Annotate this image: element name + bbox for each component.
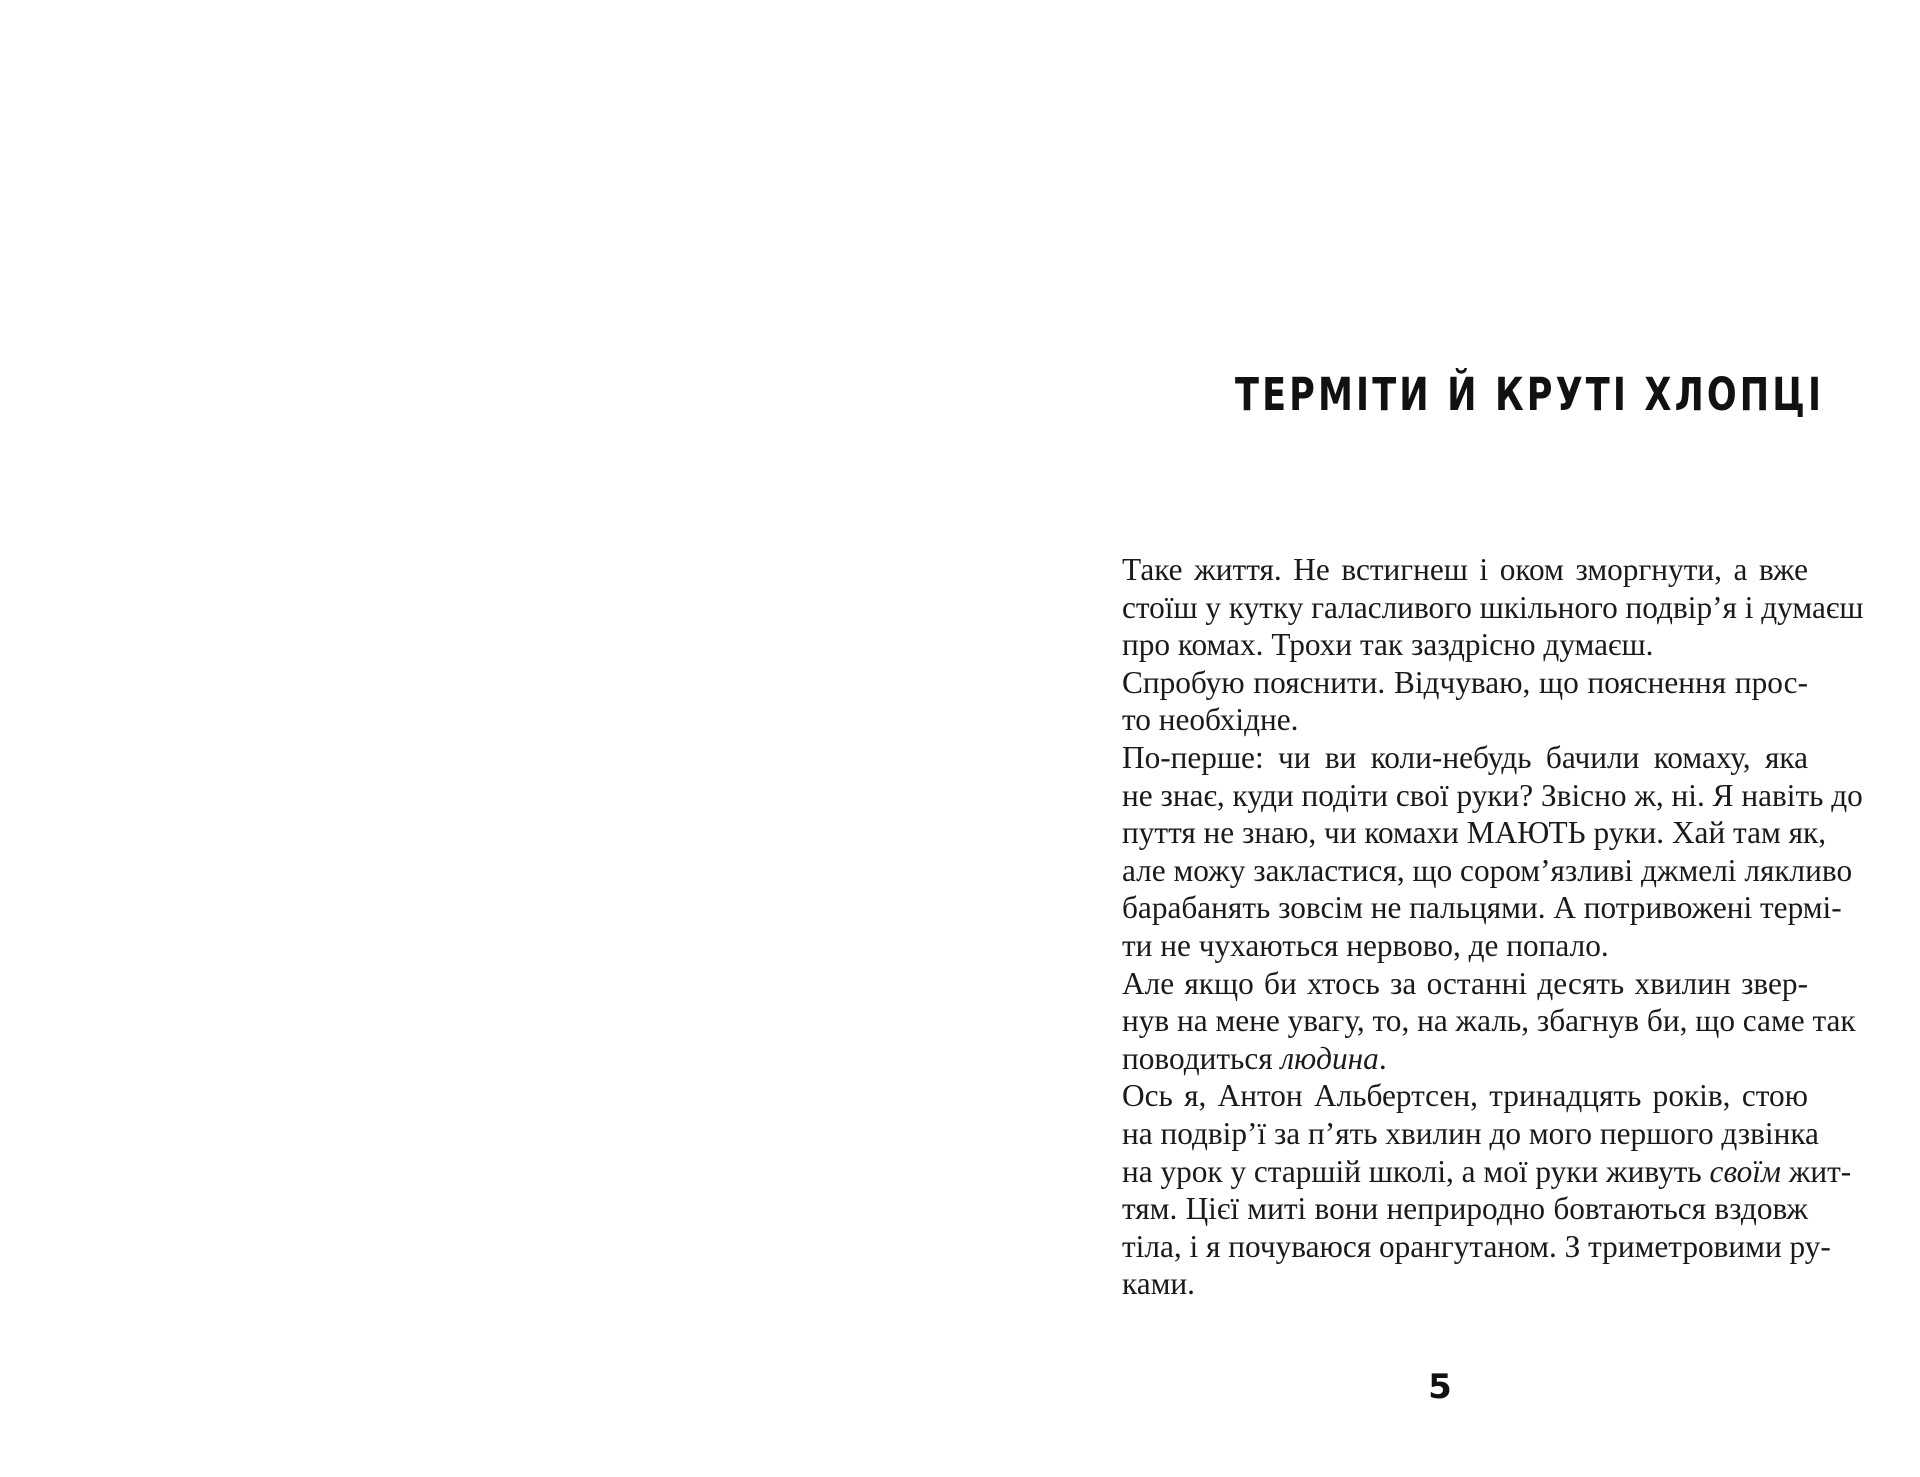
text-run: жит-: [1780, 1153, 1852, 1189]
paragraph-5: [1076, 1077, 1852, 1303]
text-run: поводиться: [1122, 1040, 1281, 1076]
text-line: [1076, 1040, 1808, 1078]
text-line: Ось я, Антон Альбертсен, тринадцять років, стою: [1122, 1078, 1808, 1114]
text-line: ками.: [1122, 1266, 1196, 1302]
chapter-body: [1076, 551, 1864, 1303]
text-line: ти не чухаються нервово, де попало.: [1122, 927, 1609, 963]
paragraph-4: [1076, 965, 1856, 1078]
chapter-title: ТЕРМІТИ Й КРУТІ ХЛОПЦІ: [1235, 368, 1825, 421]
text-line: Спробую пояснити. Відчуваю, що пояснення прос-: [1122, 664, 1808, 700]
text-line: на подвір’ї за п’ять хвилин до мого першого дзвінка: [1122, 1115, 1819, 1151]
text-line: нув на мене увагу, то, на жаль, збагнув би, що саме так: [1122, 1003, 1856, 1039]
text-line: то необхідне.: [1122, 702, 1299, 738]
text-line: про комах. Трохи так заздрісно думаєш.: [1122, 627, 1654, 663]
text-run: .: [1378, 1040, 1387, 1076]
text-line: але можу закластися, що сором’язливі джмелі лякливо: [1122, 852, 1853, 888]
text-run: на урок у старшій школі, а мої руки живуть: [1122, 1153, 1710, 1189]
text-line: тям. Цієї миті вони неприродно бовтаються вздовж: [1122, 1191, 1808, 1227]
text-line: По-перше: чи ви коли-небудь бачили комаху, яка: [1122, 739, 1808, 775]
page-number: 5: [1428, 1367, 1452, 1407]
text-line: пуття не знаю, чи комахи МАЮТЬ руки. Хай там як,: [1122, 815, 1827, 851]
text-line: [1076, 1153, 1852, 1191]
text-line: Таке життя. Не встигнеш і оком зморгнути, а вже: [1122, 552, 1808, 587]
text-line: не знає, куди подіти свої руки? Звісно ж, ні. Я навіть до: [1122, 777, 1863, 813]
text-line: стоїш у кутку галасливого шкільного подвір’я і думаєш: [1122, 589, 1864, 625]
paragraph-3: [1076, 739, 1863, 965]
italic-word: людина: [1280, 1040, 1379, 1076]
text-line: барабанять зовсім не пальцями. А потривожені термі-: [1122, 890, 1842, 926]
paragraph-1: [1076, 551, 1864, 664]
italic-word: своїм: [1709, 1153, 1781, 1189]
text-line: тіла, і я почуваюся орангутаном. З триметровими ру-: [1122, 1228, 1831, 1264]
paragraph-2: [1076, 664, 1808, 739]
text-line: Але якщо би хтось за останні десять хвилин звер-: [1122, 965, 1808, 1001]
